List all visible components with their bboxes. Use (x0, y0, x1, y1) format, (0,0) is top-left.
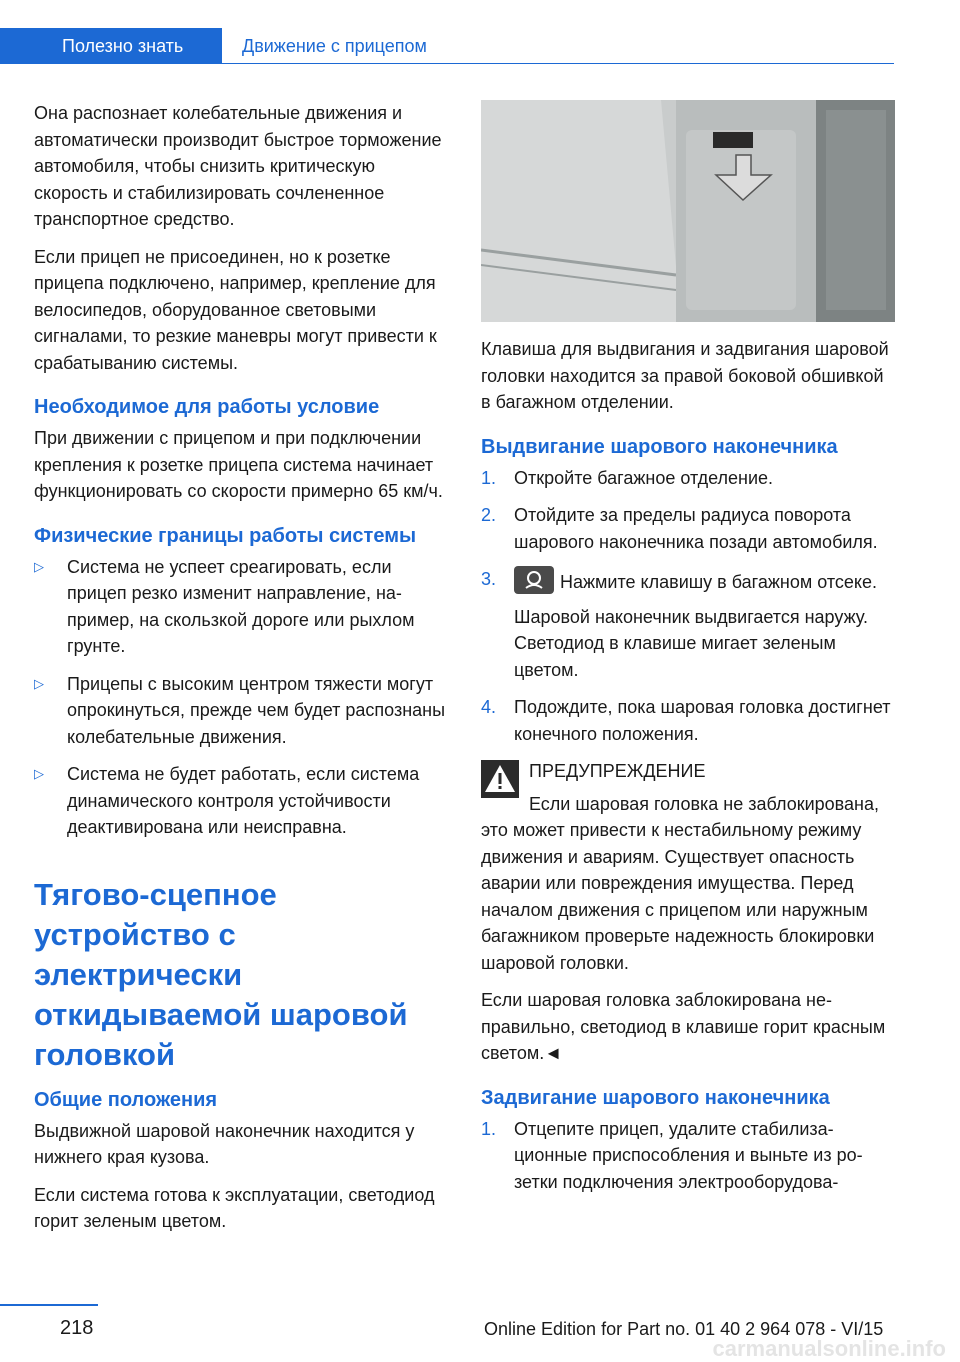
list-item-text: Система не будет работать, если система динамического контроля устойчивости деактивирована или неисправна. (67, 764, 420, 837)
warning-text: Если шаровая головка не заблокирована, это может привести к нестабильному режиму движения и авариям. Существует опасность аварии или повреждения имущества. Перед началом движения с прицепом или наружным багажником проверьте надежность блокировки шаровой головки. (481, 793, 880, 973)
heading-condition: Необходимое для работы условие (34, 396, 380, 418)
step-text: Отойдите за пределы радиуса поворота шарового наконечника позади автомобиля. (514, 505, 878, 552)
list-item (34, 761, 448, 841)
step-extra-text: Шаровой наконечник выдвигается наружу. Светодиод в клавише мигает зеленым цветом. (514, 606, 869, 680)
warning-block (481, 758, 895, 1067)
page-number: 218 (60, 1317, 94, 1339)
header-tab-active: Полезно знать (0, 28, 222, 64)
triangle-bullet-icon: ▷ (34, 766, 44, 781)
paragraph: Выдвижной шаровой наконечник находится у нижнего края кузова. (34, 1120, 415, 1167)
retract-steps (481, 1116, 895, 1196)
right-column (481, 100, 895, 1206)
step-number: 1. (481, 467, 497, 488)
watermark: carmanualsonline.info (712, 1336, 946, 1361)
trunk-button-photo (481, 100, 895, 322)
header-rule (222, 63, 894, 64)
limits-list (34, 554, 448, 841)
list-item (481, 694, 895, 747)
paragraph: Если система готова к эксплуатации, светодиод горит зеленым цветом. (34, 1184, 435, 1231)
extend-steps (481, 465, 895, 748)
step-text: Откройте багажное отделение. (514, 467, 774, 488)
list-item-text: Прицепы с высоким центром тяжести могут опрокинуться, прежде чем будет распознаны колебательные движения. (67, 673, 446, 747)
footer-edition: Online Edition for Part no. 01 40 2 964 078 - VI/15 (484, 1319, 884, 1339)
heading-limits: Физические границы работы системы (34, 524, 417, 547)
list-item (481, 566, 895, 683)
left-column (34, 100, 448, 1246)
list-item (34, 671, 448, 751)
heading-retract: Задвигание шарового наконечника (481, 1086, 830, 1109)
step-text: Нажмите клавишу в багажном отсеке. (560, 572, 877, 592)
footer-rule (0, 1304, 98, 1306)
triangle-bullet-icon: ▷ (34, 558, 44, 574)
list-item-text: Система не успеет среагировать, если прицеп резко изменит направление, например, на скользкой дороге или рыхлом грунте. (67, 556, 415, 656)
step-number: 4. (481, 697, 497, 717)
warning-text-2: Если шаровая головка заблокирована неправильно, светодиод в клавише горит красным светом.◄ (481, 990, 886, 1063)
paragraph: Если прицеп не присоединен, но к розетке прицепа подключено, например, крепление для велосипедов, оборудованное световыми сигналами, то резкие маневры могут привести к срабатыванию системы. (34, 246, 437, 373)
ball-head-button-icon (514, 566, 554, 594)
header-section-title: Движение с прицепом (242, 36, 427, 56)
photo-caption: Клавиша для выдвигания и задвигания шаровой головки находится за правой боковой обшивкой в багажном отделении. (481, 339, 889, 412)
heading-main: Тягово-сцепное устройство с электрически откидываемой шаровой головкой (34, 876, 408, 1072)
step-number: 1. (481, 1118, 497, 1139)
heading-general: Общие положения (34, 1088, 218, 1111)
list-item (481, 502, 895, 555)
step-number: 3. (481, 569, 497, 589)
list-item (481, 1116, 895, 1196)
trunk-illustration (481, 100, 895, 322)
triangle-bullet-icon: ▷ (34, 675, 44, 691)
step-number: 2. (481, 505, 497, 525)
paragraph: Она распознает колебательные движения и автоматически производит быстрое торможение автомобиля, чтобы снизить критическую скорость и стабилизировать сочлененное транспортное средство. (34, 103, 442, 229)
heading-extend: Выдвигание шарового наконечника (481, 435, 838, 458)
step-text: Подождите, пока шаровая головка достигнет конечного положения. (514, 697, 891, 744)
warning-triangle-icon (481, 760, 519, 798)
paragraph: При движении с прицепом и при подключении крепления к розетке прицепа система начинает функционировать со скорости примерно 65 км/ч. (34, 428, 443, 501)
step-text: Отцепите прицеп, удалите стабилизационные приспособления и выньте из розетки подключения электрооборудова- (514, 1118, 863, 1192)
list-item (34, 554, 448, 660)
list-item (481, 465, 895, 492)
warning-title: ПРЕДУПРЕЖДЕНИЕ (529, 761, 706, 781)
